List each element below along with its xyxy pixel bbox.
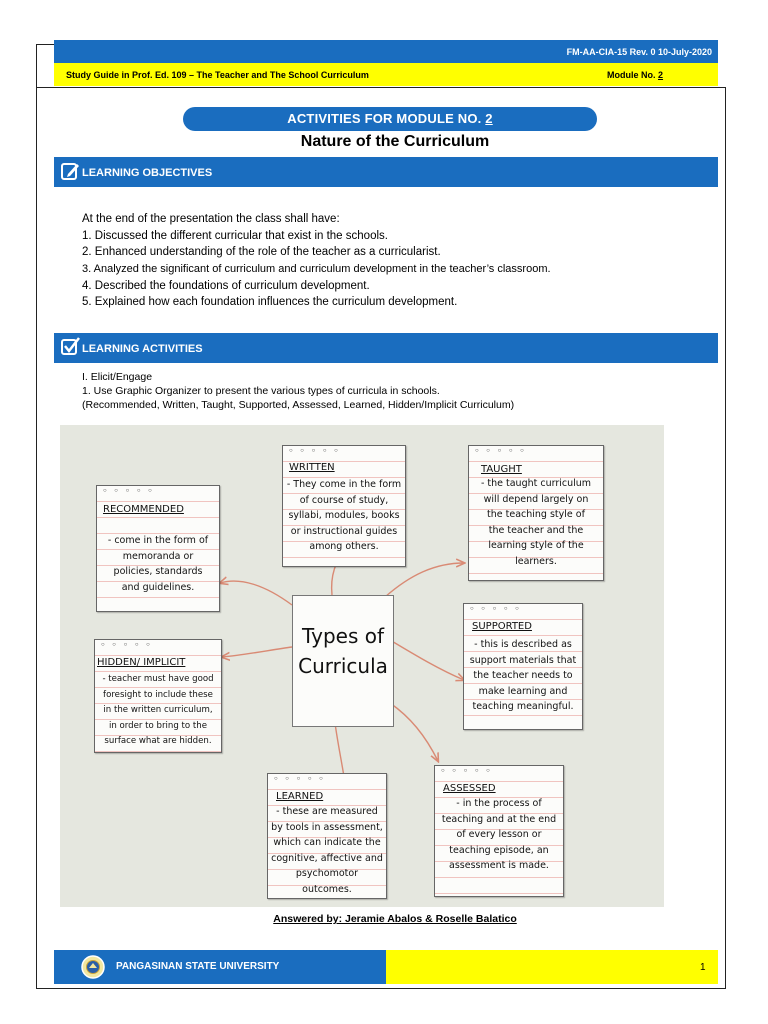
- pill-number: 2: [485, 111, 493, 126]
- activity-line: (Recommended, Written, Taught, Supported, Assessed, Learned, Hidden/Implicit Curriculum): [82, 399, 515, 411]
- note-line: the teaching style of: [487, 509, 585, 521]
- note-line: - They come in the form: [286, 479, 402, 490]
- note-title: TAUGHT: [481, 464, 522, 475]
- note-title: RECOMMENDED: [103, 504, 184, 515]
- note-line: policies, standards: [113, 566, 203, 578]
- objective-item: 1. Discussed the different curricular that exist in the schools.: [82, 229, 388, 242]
- doc-code: FM-AA-CIA-15 Rev. 0 10-July-2020: [566, 47, 712, 57]
- study-guide-band: [54, 63, 718, 86]
- objective-item: 3. Analyzed the significant of curriculum and curriculum development in the teacher’s classroom.: [82, 263, 551, 275]
- module-label-group: [607, 70, 663, 80]
- note-line: support materials that: [469, 654, 577, 666]
- note-title: WRITTEN: [289, 462, 335, 473]
- note-line: and guidelines.: [121, 581, 195, 593]
- page-number: 1: [700, 962, 706, 973]
- note-line: make learning and: [478, 685, 568, 697]
- note-line: of course of study,: [299, 494, 389, 506]
- note-line: the teacher needs to: [473, 670, 573, 682]
- frame-bottom-line: [36, 988, 726, 989]
- activities-title-pill: [183, 107, 597, 131]
- answered-by: Answered by: Jeramie Abalos & Roselle Balatico: [273, 913, 517, 925]
- footer-yellow-band: [386, 950, 718, 984]
- ring-holes: ○ ○ ○ ○ ○: [103, 488, 155, 494]
- note-line: or instructional guides: [290, 525, 398, 537]
- note-body: [436, 796, 562, 874]
- university-name: PANGASINAN STATE UNIVERSITY: [116, 961, 280, 972]
- center-note: [292, 595, 394, 727]
- module-label: Module No.: [607, 70, 656, 80]
- edit-icon: [60, 161, 80, 181]
- ring-holes: ○ ○ ○ ○ ○: [101, 642, 153, 648]
- note-recommended: [96, 485, 220, 612]
- note-line: syllabi, modules, books: [288, 510, 400, 522]
- note-line: in order to bring to the: [108, 720, 208, 731]
- page-subtitle: Nature of the Curriculum: [300, 133, 490, 150]
- note-body: [471, 476, 601, 570]
- note-hidden: [94, 639, 222, 753]
- note-line: in the written curriculum,: [103, 705, 213, 716]
- note-written: [282, 445, 406, 567]
- university-seal-icon: [80, 954, 106, 980]
- objective-item: 2. Enhanced understanding of the role of the teacher as a curricularist.: [82, 246, 441, 258]
- note-line: - this is described as: [474, 639, 572, 650]
- note-line: - these are measured: [276, 806, 378, 817]
- arrow-to-taught: [385, 563, 464, 597]
- doc-code-band: [54, 40, 718, 63]
- ring-holes: ○ ○ ○ ○ ○: [441, 768, 493, 774]
- note-line: which can indicate the: [273, 837, 381, 849]
- activities-heading: LEARNING ACTIVITIES: [82, 343, 203, 355]
- header-divider: [36, 87, 726, 88]
- frame-top-line: [36, 44, 54, 45]
- note-assessed: [434, 765, 564, 897]
- note-line: assessment is made.: [449, 860, 549, 872]
- note-line: of every lesson or: [456, 829, 542, 841]
- arrow-to-recommended: [220, 581, 292, 605]
- note-taught: [468, 445, 604, 581]
- frame-left-line: [36, 44, 37, 988]
- study-guide-title: Study Guide in Prof. Ed. 109 – The Teacher and The School Curriculum: [66, 70, 369, 80]
- arrow-to-hidden: [222, 647, 292, 657]
- center-line: Curricula: [298, 654, 388, 678]
- note-line: cognitive, affective and: [271, 852, 383, 864]
- activity-line: 1. Use Graphic Organizer to present the various types of curricula in schools.: [82, 385, 440, 397]
- note-line: psychomotor: [295, 868, 359, 880]
- pill-text: ACTIVITIES FOR MODULE NO.: [287, 111, 482, 126]
- note-line: by tools in assessment,: [271, 821, 383, 833]
- objective-item: 5. Explained how each foundation influences the curriculum development.: [82, 296, 458, 308]
- note-line: teaching meaningful.: [472, 701, 574, 713]
- note-line: the teacher and the: [488, 524, 584, 536]
- note-supported: [463, 603, 583, 730]
- note-line: learning style of the: [488, 540, 584, 552]
- objective-item: 4. Described the foundations of curriculum development.: [82, 279, 370, 292]
- ring-holes: ○ ○ ○ ○ ○: [470, 606, 522, 612]
- note-body: [269, 804, 385, 898]
- note-body: [99, 533, 217, 595]
- note-line: - in the process of: [456, 798, 542, 809]
- note-body: [465, 637, 581, 715]
- note-line: will depend largely on: [483, 493, 589, 505]
- note-body: [285, 477, 403, 555]
- note-body: [96, 672, 220, 750]
- note-line: surface what are hidden.: [104, 736, 212, 747]
- note-title: SUPPORTED: [472, 621, 532, 632]
- note-line: learners.: [515, 555, 557, 567]
- note-line: - the taught curriculum: [480, 478, 592, 489]
- note-line: - teacher must have good: [102, 674, 214, 684]
- checkbox-icon: [60, 337, 80, 357]
- note-line: outcomes.: [302, 883, 352, 895]
- note-line: among others.: [309, 541, 379, 553]
- ring-holes: ○ ○ ○ ○ ○: [274, 776, 326, 782]
- module-number: 2: [658, 70, 664, 80]
- note-line: - come in the form of: [107, 535, 209, 546]
- objectives-intro: At the end of the presentation the class shall have:: [82, 213, 340, 225]
- activities-heading-band: [54, 333, 718, 363]
- frame-right-line: [725, 87, 726, 988]
- note-title: LEARNED: [276, 791, 324, 802]
- note-line: teaching episode, an: [449, 844, 549, 856]
- note-line: memoranda or: [122, 550, 194, 562]
- arrow-to-supported: [390, 640, 464, 680]
- graphic-organizer: [60, 425, 664, 907]
- footer-university-band: [54, 950, 386, 984]
- note-line: foresight to include these: [103, 689, 213, 700]
- note-learned: [267, 773, 387, 899]
- note-title: ASSESSED: [443, 783, 496, 794]
- objectives-heading: LEARNING OBJECTIVES: [82, 167, 213, 179]
- center-line: Types of: [302, 624, 384, 648]
- arrow-to-assessed: [390, 703, 438, 761]
- ring-holes: ○ ○ ○ ○ ○: [289, 448, 341, 454]
- note-line: teaching and at the end: [441, 813, 557, 825]
- objectives-heading-band: [54, 157, 718, 187]
- note-title: HIDDEN/ IMPLICIT: [97, 657, 186, 668]
- activity-line: I. Elicit/Engage: [82, 371, 153, 383]
- ring-holes: ○ ○ ○ ○ ○: [475, 448, 527, 454]
